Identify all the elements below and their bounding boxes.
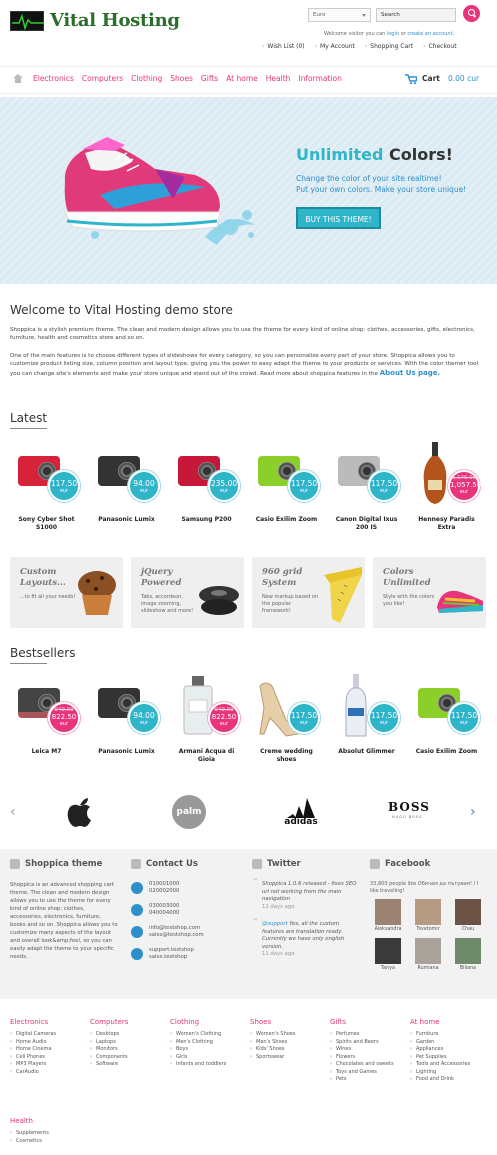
product-image[interactable] [330,440,403,510]
footer-category-link[interactable]: › CarAudio [10,1069,56,1077]
price-currency: eur [59,721,69,727]
price-value: 94.00 [133,479,155,488]
price-value: 117.50 [370,479,398,488]
product-card[interactable] [90,440,163,532]
product-card[interactable] [170,672,243,764]
fax-numbers [149,903,179,917]
product-image[interactable] [10,440,83,510]
price-value: 117.50 [290,479,318,488]
product-image[interactable] [170,440,243,510]
footer-category-column [90,1018,128,1069]
product-card[interactable] [330,440,403,532]
product-name[interactable]: Absolut Glimmer [338,748,395,755]
price-currency: eur [299,488,309,494]
footer-category-column [250,1018,295,1061]
contact-icon [131,859,141,869]
top-links [262,43,457,50]
footer-category-link[interactable]: › Women's Shoes [250,1031,295,1039]
twitter-title: Twitter [267,859,301,869]
nav-computers[interactable]: Computers [81,74,124,83]
welcome-title: Welcome to Vital Hosting demo store [10,303,233,317]
product-name[interactable]: Casio Exilim Zoom [255,516,318,523]
skype-icon [131,948,143,960]
footer-category-link[interactable]: › Spirits and Beers [330,1039,394,1047]
facebook-heading [370,859,488,869]
price-badge [208,470,240,502]
footer-category-link[interactable]: › Sportswear [250,1054,295,1062]
product-image[interactable] [90,440,163,510]
nav-shoes[interactable]: Shoes [170,74,193,83]
logo-pulse-icon [10,11,44,31]
home-icon[interactable] [13,74,23,83]
price-value: 822.50 [51,713,77,721]
footer-category-column [170,1018,226,1069]
facebook-widget [370,859,488,971]
banner-title-rest: Colors! [389,145,453,164]
fb-person-name: Tanya [381,966,395,971]
cart-total: 0.00 cur [448,74,480,83]
old-price: 1,175.00 [451,475,477,481]
feature-title-line-1: Custom [20,567,57,577]
fb-person[interactable] [370,899,406,932]
price-currency: eur [139,720,149,726]
price-badge [128,702,160,734]
product-name[interactable]: Creme wedding shoes [260,748,313,763]
perfume-image [182,676,214,736]
feature-title [20,567,66,589]
product-name[interactable]: Canon Digital Ixus 200 IS [335,516,398,531]
price-badge [448,702,480,734]
footer-category-link[interactable]: › Pets [330,1076,394,1084]
footer-category-link[interactable]: › Food and Drink [410,1076,470,1084]
feature-title-line-2: Unlimited [383,578,431,588]
product-card[interactable] [330,672,403,764]
nav-electronics[interactable]: Electronics [33,74,74,83]
nav-gifts[interactable]: Gifts [200,74,219,83]
footer-category-title[interactable]: Health [10,1117,33,1125]
create-account-link[interactable]: create an account. [407,31,455,37]
footer-category-title[interactable]: Computers [90,1018,129,1026]
feature-grid-system[interactable] [252,557,365,628]
product-card[interactable] [10,440,83,532]
old-price: 940.00 [214,707,234,713]
price-value: 117.50 [370,711,398,720]
product-card[interactable] [410,440,483,532]
feature-colors-unlimited[interactable] [373,557,486,628]
product-image[interactable] [170,672,243,742]
about-widget [10,859,118,961]
nav-clothing[interactable]: Clothing [131,74,163,83]
adidas-wordmark: adidas [284,817,318,827]
price-currency: eur [59,488,69,494]
avatar [415,899,441,925]
price-currency: eur [379,720,389,726]
feature-custom-layouts[interactable] [10,557,123,628]
logo-text: Vital Hosting [50,10,180,31]
footer-category-link[interactable]: › Supplements [10,1130,49,1138]
footer-category-link[interactable]: › Pet Supplies [410,1054,470,1062]
footer-category-title[interactable]: Shoes [250,1018,272,1026]
vodka-bottle-image [344,674,368,738]
welcome-prefix: Welcome visitor you can [324,31,386,37]
logo[interactable] [10,10,180,31]
price-currency: eur [299,720,309,726]
fb-person[interactable] [450,938,486,971]
footer-category-link[interactable]: › Desktops [90,1031,128,1039]
footer-category-link[interactable]: › Men's Clothing [170,1039,226,1047]
price-currency: eur [459,489,469,495]
search-icon[interactable] [463,5,480,22]
fax-icon [131,904,143,916]
skype-ids [149,947,194,961]
about-us-link[interactable]: About Us page. [379,368,441,377]
boss-logo[interactable]: BOSS [388,800,430,814]
footer-widgets [0,849,497,999]
avatar [375,938,401,964]
product-image[interactable] [410,440,483,510]
bottle-image [420,442,450,506]
fb-person[interactable] [370,938,406,971]
footer-category-link[interactable]: › Women's Clothing [170,1031,226,1039]
price-badge [208,702,240,734]
price-currency: eur [219,721,229,727]
footer-category-column [10,1117,49,1145]
facebook-icon [370,859,380,869]
banner-line-1: Change the color of your site realtime! [296,174,442,183]
footer-category-link[interactable]: › Software [90,1061,128,1069]
twitter-bird-icon [252,859,262,869]
product-image[interactable] [410,672,483,742]
product-image[interactable] [330,672,403,742]
footer-category-title[interactable]: Electronics [10,1018,49,1026]
product-name[interactable]: Panasonic Lumix [98,748,155,755]
price-badge [128,470,160,502]
avatar [455,938,481,964]
tweet-text: Yes, all the custom features are translation ready. Currently we have only english version. [262,921,345,950]
theme-icon [10,859,20,869]
footer-category-link[interactable]: › Toys and Games [330,1069,394,1077]
avatar [375,899,401,925]
footer-category-link[interactable]: › MP3 Players [10,1061,56,1069]
price-value: 822.50 [211,713,237,721]
footer-category-link[interactable]: › Components [90,1054,128,1062]
product-image[interactable] [10,672,83,742]
fb-person[interactable] [450,899,486,932]
footer-category-column [410,1018,470,1084]
fb-person-name: Tsvetomir [416,927,440,932]
price-value: 117.50 [450,711,478,720]
feature-desc: Tabs, accordeon, image zooming, slideshow and more! [141,594,194,614]
product-card[interactable] [410,672,483,764]
footer-category-column [330,1018,394,1084]
twitter-heading [252,859,360,869]
product-card[interactable] [250,672,323,764]
feature-title [383,567,431,589]
apple-logo[interactable] [66,796,94,828]
feature-title-line-1: 960 grid [262,567,303,577]
email-link[interactable]: info@testshop.com [149,925,201,931]
phone-icon [131,882,143,894]
footer-category-link[interactable]: › Laptops [90,1039,128,1047]
price-value: 117.50 [290,711,318,720]
nav-at-home[interactable]: At home [226,74,258,83]
price-badge [288,470,320,502]
footer-category-link[interactable]: › Digital Cameras [10,1031,56,1039]
feature-desc: ...to fit all your needs! [20,594,76,600]
latest-products [10,440,492,532]
banner-slideshow[interactable] [0,97,497,284]
twitter-widget [252,859,360,969]
footer-category-column [10,1018,56,1076]
category-menu [33,74,342,83]
footer-category-title[interactable]: Gifts [330,1018,347,1026]
price-badge [48,702,80,734]
search-input[interactable]: Search [376,8,456,22]
footer-category-link[interactable]: › Furniture [410,1031,470,1039]
welcome-text [324,31,454,37]
currency-select[interactable]: Euro [308,8,371,22]
price-currency: eur [219,488,229,494]
facebook-title: Facebook [385,859,431,869]
banner-title [296,145,453,164]
price-value: 94.00 [133,711,155,720]
price-badge [448,470,480,502]
chevron-right-icon[interactable]: › [470,804,476,820]
banner-title-colored: Unlimited [296,145,384,164]
skype-row [131,947,204,961]
nav-health[interactable]: Health [265,74,291,83]
price-badge [48,470,80,502]
product-image[interactable] [250,672,323,742]
footer-category-link[interactable]: › Cell Phones [10,1054,56,1062]
footer-category-link[interactable]: › Home Cinema [10,1046,56,1054]
tweet-time: 11 days ago [262,903,295,910]
ruler-image [314,565,364,625]
fb-person[interactable] [410,938,446,971]
fb-person-name: Aleksandra [374,927,402,932]
wishlist-link[interactable]: › Wish List (0) [262,43,305,50]
feature-title [141,567,181,589]
price-badge [288,702,320,734]
fb-like-count: 33,800 people like Обичам да пътувам! / I like traveling! [370,881,479,894]
phone-number: 020002000 [149,888,180,894]
product-card[interactable] [250,440,323,532]
price-currency: eur [459,720,469,726]
fb-person[interactable] [410,899,446,932]
tweet[interactable] [252,921,360,959]
phone-row [131,881,204,895]
price-value: 117.50 [50,479,78,488]
muffin-image [76,569,118,617]
about-title: Shoppica theme [25,859,103,869]
contact-title: Contact Us [146,859,198,869]
product-image[interactable] [90,672,163,742]
feature-desc: Style with the colors you like! [383,594,435,607]
shopping-cart-link[interactable]: › Shopping Cart [365,43,413,50]
weights-image [197,579,241,617]
product-name[interactable]: Samsung P200 [181,516,232,523]
fb-person-name: Chau [461,927,475,932]
cart-label[interactable]: Cart [422,74,440,83]
contact-widget [131,859,204,969]
price-currency: eur [379,488,389,494]
fb-faces [370,899,488,971]
palm-logo[interactable]: palm [172,795,206,829]
price-badge [368,470,400,502]
about-text: Shoppica is an advanced shopping cart theme. The clean and modern design allows you to use the theme for every kind of online shop: clothes, accessories, electronics, furniture, books and so on. Shoppica allows you to customize many aspects of the layout and overall look&amp;feel, so you can easily adapt the theme to your specific needs. [10,882,118,960]
price-value: 1,057.50 [450,481,482,489]
login-link[interactable]: login [386,31,400,37]
feature-boxes [10,557,492,628]
nav-information[interactable]: Information [298,74,342,83]
tweet-mention[interactable]: @support [262,921,288,927]
phone-numbers [149,881,179,895]
brand-carousel [0,790,497,835]
fax-number: 030003000 [149,903,180,909]
feature-title-line-2: System [262,578,297,588]
feature-title-line-2: Layouts... [20,578,66,588]
skype-id[interactable]: sales.testshop [149,954,188,960]
phone-number: 010001000 [149,881,180,887]
emails [149,925,204,939]
buy-theme-button[interactable]: BUY THIS THEME! [296,207,381,229]
adidas-stripes-icon [285,798,317,818]
product-image[interactable] [250,440,323,510]
footer-category-link[interactable]: › Girls [170,1054,226,1062]
product-card[interactable] [170,440,243,532]
footer-category-link[interactable]: › Infants and toddlers [170,1061,226,1069]
footer-category-title[interactable]: At home [410,1018,440,1026]
product-name[interactable]: Leica M7 [31,748,62,755]
feature-desc: New markup based on the popular framework! [262,594,319,614]
feature-title [262,567,302,589]
old-price: 940.00 [54,707,74,713]
footer-category-link[interactable]: › Garden [410,1039,470,1047]
product-name[interactable]: Casio Exilim Zoom [415,748,478,755]
footer-category-link[interactable]: › Wines [330,1046,394,1054]
footer-category-link[interactable]: › Men's Shoes [250,1039,295,1047]
intro-paragraph-2-text: One of the main features is to choose different types of slideshows for every category, so you can personalize every part of your store. Shoppica allows you to customize product listing size, column position and layout type, giving you the power to easy adapt the theme to your products or services. With the color themer tool you can change site's elements and make your store unique and stand out of the crowd. Read more about shoppica features in the [10,353,479,377]
latest-heading: Latest [10,411,48,425]
about-heading [10,859,118,869]
banner-line-2: Put your own colors. Make your store unique! [296,185,467,194]
footer-category-link[interactable]: › Boys [170,1046,226,1054]
feature-title-line-2: Powered [141,578,182,588]
email-link[interactable]: sales@testshop.com [149,932,204,938]
product-name[interactable]: Hennesy Paradis Extra [418,516,475,531]
feature-jquery[interactable] [131,557,244,628]
sneaker-image [55,117,265,257]
checkout-link[interactable]: › Checkout [423,43,456,50]
footer-category-link[interactable]: › Cosmetics [10,1138,49,1146]
bestseller-products [10,672,492,764]
intro-paragraph-2 [10,352,485,378]
footer-category-link[interactable]: › Lighting [410,1069,470,1077]
chevron-left-icon[interactable]: ‹ [10,804,16,820]
contact-heading [131,859,204,869]
product-name[interactable]: Armani Acqua di Gioia [178,748,235,763]
footer-category-link[interactable]: › Monitors [90,1046,128,1054]
fax-number: 040004000 [149,910,180,916]
fax-row [131,903,204,917]
footer-category-link[interactable]: › Home Audio [10,1039,56,1047]
intro-paragraph-1: Shoppica is a stylish premium theme. The clean and modern design allows you to use the theme for every kind of online shop: clothes, accessories, gifts, electronics, furniture, health and cosmetics store and so on. [10,327,475,342]
footer-category-link[interactable]: › Tools and Accessories [410,1061,470,1069]
product-name[interactable]: Panasonic Lumix [98,516,155,523]
bestsellers-heading: Bestsellers [10,646,76,660]
price-value: 235.00 [210,479,238,488]
tweet-text: Shoppica 1.0.6 released - fixes SEO url not working from the main navigation [262,881,357,902]
tweet[interactable] [252,881,360,911]
footer-category-link[interactable]: › Chocolates and sweets [330,1061,394,1069]
cart-icon[interactable] [405,74,417,84]
my-account-link[interactable]: › My Account [315,43,355,50]
welcome-or: or [400,31,406,37]
fb-person-name: Rumiana [417,966,439,971]
skype-id[interactable]: support.testshop [149,947,194,953]
email-icon [131,926,143,938]
footer-category-link[interactable]: › Perfumes [330,1031,394,1039]
adidas-logo[interactable] [279,798,323,830]
footer-category-title[interactable]: Clothing [170,1018,200,1026]
footer-category-link[interactable]: › Kids' Shoes [250,1046,295,1054]
colorful-shoe-image [435,583,485,617]
feature-title-line-1: jQuery [141,567,173,577]
product-card[interactable] [10,672,83,764]
feature-title-line-1: Colors [383,567,414,577]
price-badge [368,702,400,734]
hugo-boss-sub: HUGO BOSS [392,815,423,819]
tweet-time: 11 days ago [262,951,295,957]
email-row [131,925,204,939]
avatar [415,938,441,964]
product-card[interactable] [90,672,163,764]
product-name[interactable]: Sony Cyber Shot S1000 [18,516,75,531]
fb-person-name: Biliana [459,966,477,971]
avatar [455,899,481,925]
footer-category-link[interactable]: › Flowers [330,1054,394,1062]
price-currency: eur [139,488,149,494]
footer-category-link[interactable]: › Appliances [410,1046,470,1054]
